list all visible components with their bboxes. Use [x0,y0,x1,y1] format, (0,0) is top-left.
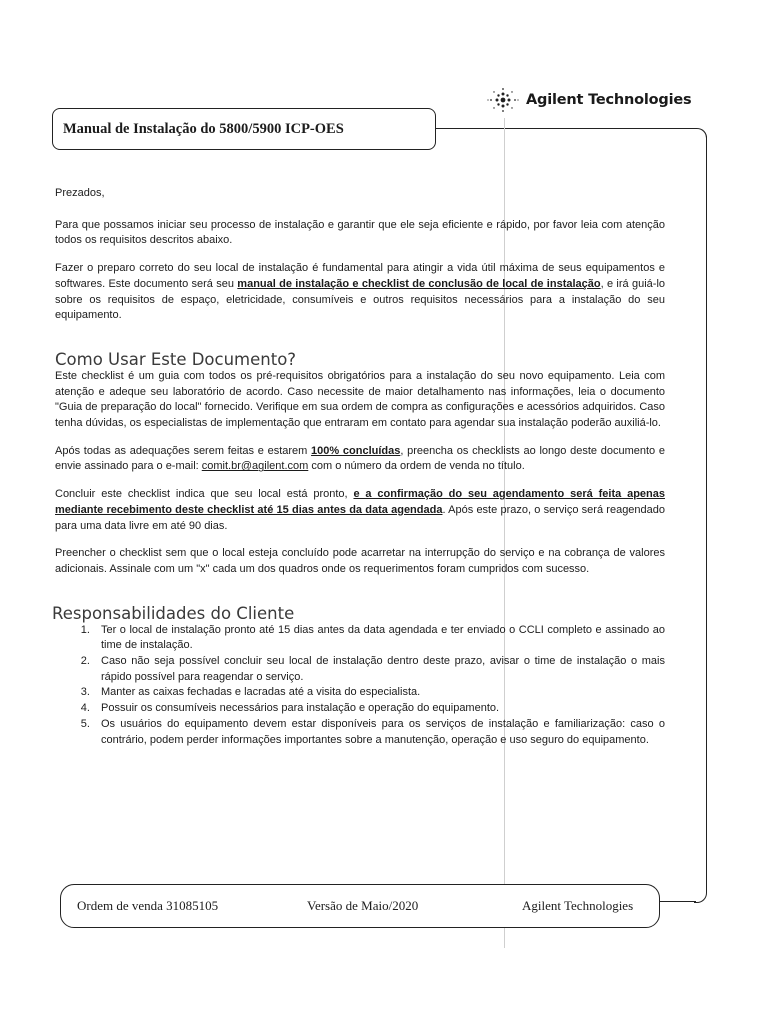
contact-email-link[interactable]: comit.br@agilent.com [201,460,309,473]
sales-order-number: Ordem de venda 31085105 [77,898,219,913]
list-item: 1. Ter o local de instalação pronto até 15 dias antes da data agendada e ter enviado o CCLI completo e assinado ao time de instalação. [93,623,665,654]
frame-top-corner [694,128,707,141]
list-item: 5. Os usuários do equipamento devem estar disponíveis para os serviços de instalação e familiarização: caso o contrário, podem perder informações importantes sobre a manutenção, operação e uso seguro do equipamento. [93,717,665,748]
list-item: 3. Manter as caixas fechadas e lacradas até a visita do especialista. [93,685,665,701]
footer-box [60,884,660,928]
frame-right-line [694,128,707,903]
intro-paragraph-2 [55,261,665,324]
p3-text-a: Concluir este checklist indica que seu local está pronto, [55,488,354,501]
document-body [52,186,666,748]
intro-p2-text-a: Fazer o preparo correto do seu local de instalação é fundamental para atingir a vida útil máxima de seus equipamentos e softwares. Este documento será seu [55,262,665,290]
p2-text-c: com o número da ordem de venda no título. [308,460,525,473]
agilent-logo [486,86,691,114]
frame-bottom-line [660,901,696,902]
how-to-use-paragraph-1: Este checklist é um guia com todos os pré-requisitos obrigatórios para a instalação do seu novo equipamento. Leia com atenção e adeque seu laboratório de acordo. Caso necessite de maior detalhamento nas informações, leia o documento "Guia de preparação do local" fornecido. Verifique em sua ordem de compra as configurações e acessórios adquiridos. Caso tenha dúvidas, os especialistas de implementação que entraram em contato para agendar sua instalação poderão auxiliá-lo. [55,369,665,430]
how-to-use-paragraph-3 [55,487,665,534]
frame-top-line [436,128,694,129]
footer-company: Agilent Technologies [522,898,634,913]
completion-emphasis: 100% concluídas [311,444,401,457]
responsibilities-list [55,623,665,749]
p2-text-a: Após todas as adequações serem feitas e estarem [55,444,312,457]
agilent-spark-icon [486,86,520,114]
document-version: Versão de Maio/2020 [307,898,419,913]
brand-name: Agilent Technologies [526,92,692,108]
document-title-box [52,108,436,150]
list-item: 2. Caso não seja possível concluir seu local de instalação dentro deste prazo, avisar o time de instalação o mais rápido possível para reagendar o serviço. [93,654,665,685]
how-to-use-paragraph-2 [55,444,665,475]
greeting: Prezados, [55,187,105,199]
p2-text-b: , preencha os checklists ao longo deste documento e envie assinado para o e-mail: [55,444,665,473]
how-to-use-paragraph-4: Preencher o checklist sem que o local esteja concluído pode acarretar na interrupção do serviço e na cobrança de valores adicionais. Assinale com um "x" cada um dos quadros onde os requerimentos foram cumpridos com sucesso. [55,547,665,575]
document-title: Manual de Instalação do 5800/5900 ICP-OES [63,120,344,137]
intro-p2-text-b: , e irá guiá-lo sobre os requisitos de espaço, eletricidade, consumíveis e outros requisitos necessários para a instalação do seu equipamento. [55,277,665,322]
how-to-use-heading: Como Usar Este Documento? [55,349,297,369]
list-item: 4. Possuir os consumíveis necessários para instalação e operação do equipamento. [93,701,665,717]
deadline-emphasis: e a confirmação do seu agendamento será feita apenas mediante recebimento deste checklist até 15 dias antes da data agendada [55,488,665,516]
p3-text-b: . Após este prazo, o serviço será reagendado para uma data livre em até 90 dias. [55,503,666,532]
intro-paragraph-1: Para que possamos iniciar seu processo de instalação e garantir que ele seja eficiente e rápido, por favor leia com atenção todos os requisitos descritos abaixo. [55,218,665,247]
intro-p2-emphasis: manual de instalação e checklist de conclusão de local de instalação [237,277,601,290]
responsibilities-heading: Responsabilidades do Cliente [52,603,295,623]
